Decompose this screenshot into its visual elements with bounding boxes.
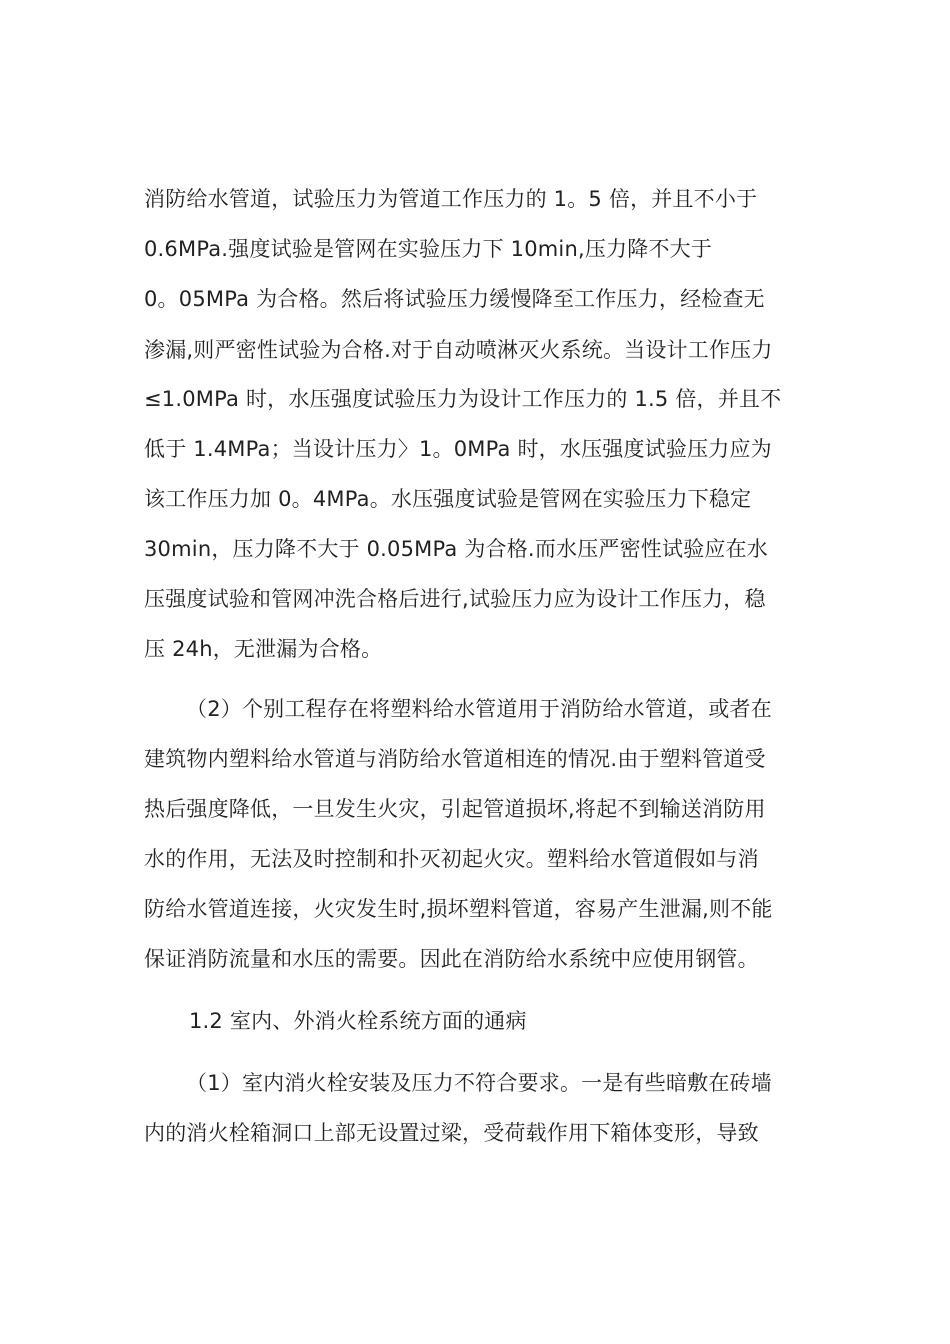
text-line: 热后强度降低，一旦发生火灾，引起管道损坏,将起不到输送消防用 — [144, 797, 766, 821]
text-line: 建筑物内塑料给水管道与消防给水管道相连的情况.由于塑料管道受 — [144, 747, 766, 771]
text-line: 该工作压力加 0。4MPa。水压强度试验是管网在实验压力下稳定 — [144, 487, 752, 511]
section-heading: 1.2 室内、外消火栓系统方面的通病 — [189, 1009, 527, 1033]
text-line: 水的作用，无法及时控制和扑灭初起火灾。塑料给水管道假如与消 — [144, 847, 759, 871]
text-line: 消防给水管道，试验压力为管道工作压力的 1。5 倍，并且不小于 — [144, 187, 758, 211]
paragraph-first-line: （1）室内消火栓安装及压力不符合要求。一是有些暗敷在砖墙 — [186, 1071, 772, 1095]
text-line: 30min，压力降不大于 0.05MPa 为合格.而水压严密性试验应在水 — [144, 537, 769, 561]
text-line: 0.6MPa.强度试验是管网在实验压力下 10min,压力降不大于 — [144, 237, 713, 261]
text-line: 内的消火栓箱洞口上部无设置过梁，受荷载作用下箱体变形，导致 — [144, 1121, 759, 1145]
text-line: 压强度试验和管网冲洗合格后进行,试验压力应为设计工作压力，稳 — [144, 587, 766, 611]
paragraph-first-line: （2）个别工程存在将塑料给水管道用于消防给水管道，或者在 — [186, 697, 772, 721]
text-line: 渗漏,则严密性试验为合格.对于自动喷淋灭火系统。当设计工作压力 — [144, 338, 773, 362]
text-line: 0。05MPa 为合格。然后将试验压力缓慢降至工作压力，经检查无 — [144, 287, 765, 311]
text-line: 保证消防流量和水压的需要。因此在消防给水系统中应使用钢管。 — [144, 947, 759, 971]
text-line: 防给水管道连接，火灾发生时,损坏塑料管道，容易产生泄漏,则不能 — [144, 897, 773, 921]
text-line: ≤1.0MPa 时，水压强度试验压力为设计工作压力的 1.5 倍，并且不 — [144, 387, 782, 411]
text-line: 压 24h，无泄漏为合格。 — [144, 637, 383, 661]
text-line: 低于 1.4MPa；当设计压力〉1。0MPa 时，水压强度试验压力应为 — [144, 437, 772, 461]
